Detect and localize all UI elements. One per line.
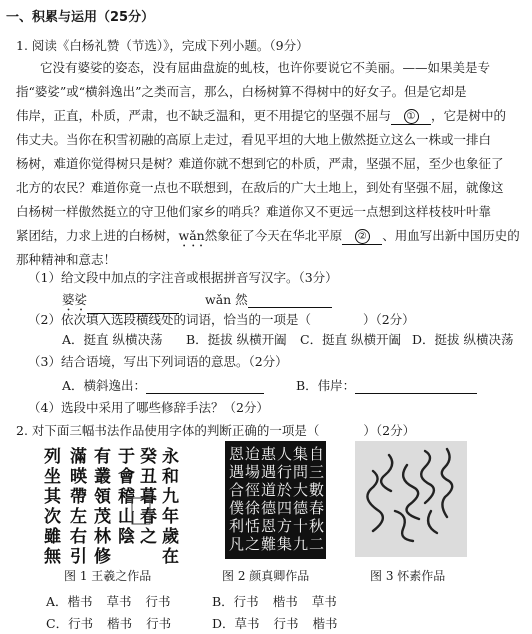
svg-text:徑: 徑 [245,481,261,499]
svg-text:數: 數 [309,481,325,499]
svg-text:三: 三 [309,463,325,481]
option-b[interactable]: B．挺拔 纵横开阖 [186,332,287,347]
option-font: 行书 [146,616,172,631]
svg-text:利: 利 [229,517,245,535]
passage-text: 紧团结，力求上进的白杨树， [16,228,179,243]
option-font: D．草书 [212,616,260,631]
svg-text:場: 場 [245,463,261,481]
option-font: B．行书 [212,594,259,609]
blank-2[interactable] [342,228,382,245]
svg-text:集: 集 [277,535,293,553]
svg-text:帶: 帶 [70,487,87,507]
answer-blank[interactable] [248,295,332,308]
question-1-intro: 1. 阅读《白杨礼赞（节选）》，完成下列小题。（9分） [16,38,309,53]
passage-line-4: 伟丈夫。当你在积雪初融的高原上走过，看见平坦的大地上傲然挺立这么一株或一排白 [16,132,492,147]
option-c[interactable]: C．挺直 纵横开阖 [300,332,402,347]
meaning-label: B．伟岸： [296,378,356,393]
passage-line-2: 指“婆娑”或“横斜逸出”之类而言，那么，白杨树算不得树中的好女子。但是它却是 [16,84,467,99]
answer-blank[interactable] [146,381,264,394]
figure-2-calligraphy [225,441,326,559]
svg-text:癸: 癸 [140,447,157,467]
meaning-label: A．横斜逸出： [62,378,147,393]
q2-option-a[interactable] [46,592,171,610]
option-font: 楷书 [312,616,338,631]
svg-text:九: 九 [162,487,179,507]
svg-text:恩: 恩 [261,517,277,535]
question-2-points: ）（2分） [363,423,416,438]
svg-text:之: 之 [140,527,157,547]
figure-1-caption: 图 1 王羲之作品 [64,569,152,583]
passage-line-8 [16,226,520,250]
passage-line-3 [16,106,506,125]
svg-text:滿: 滿 [70,447,87,467]
option-font: 草书 [106,594,132,609]
svg-text:問: 問 [293,463,309,481]
passage-line-6: 北方的农民？难道你竟一点也不联想到，在敌后的广大土地上，到处有坚强不屈，就像这 [16,180,504,195]
svg-text:有: 有 [94,447,111,467]
svg-text:合: 合 [229,481,245,499]
sub-question-2-points: ）（2分） [362,312,415,327]
pinyin-word: 婆娑 [62,292,88,307]
svg-text:惠: 惠 [261,445,277,463]
svg-text:左: 左 [70,507,87,527]
svg-text:恩: 恩 [229,445,245,463]
sub-question-1: （1）给文段中加点的字注音或根据拼音写汉字。（3分） [28,270,338,285]
figure-3-caption: 图 3 怀素作品 [370,569,446,583]
blank-2-marker: ② [355,229,370,244]
svg-text:方: 方 [277,517,293,535]
svg-text:徐: 徐 [245,499,261,517]
passage-text: 伟岸，正直，朴质，严肃，也不缺乏温和，更不用提它的坚强不屈与 [16,108,392,123]
svg-text:於: 於 [277,481,293,499]
svg-text:春: 春 [140,507,157,527]
svg-text:秋: 秋 [309,517,325,535]
svg-text:凡: 凡 [229,535,245,553]
svg-text:德: 德 [261,499,277,517]
svg-text:其: 其 [44,487,61,507]
q2-option-c[interactable] [46,614,171,632]
svg-text:無: 無 [44,547,61,564]
svg-text:雖: 雖 [44,527,61,547]
question-2-stem [16,421,415,439]
svg-text:人: 人 [277,445,293,463]
svg-text:迨: 迨 [245,445,261,463]
svg-text:暮: 暮 [140,487,157,507]
svg-text:遇: 遇 [229,463,245,481]
pinyin-item-b [205,290,332,308]
svg-text:右: 右 [70,527,87,547]
svg-text:歲: 歲 [162,527,179,547]
question-2-text: 2. 对下面三幅书法作品使用字体的判断正确的一项是（ [16,423,320,438]
blank-1-marker: ① [404,109,419,124]
sub-question-3: （3）结合语境，写出下列词语的意思。（2分） [28,354,288,369]
svg-text:會: 會 [118,467,135,487]
passage-text: 、用血写出新中国历史的 [382,228,520,243]
figure-1-calligraphy [36,440,182,564]
svg-text:行: 行 [277,463,293,481]
figure-3-calligraphy [355,441,467,557]
option-font: 楷书 [272,594,298,609]
svg-text:引: 引 [70,547,87,564]
meaning-item-b [296,376,477,394]
passage-line-7: 白杨树一样傲然挺立的守卫他们家乡的哨兵？难道你又不更远一点想到这样枝枝叶叶靠 [16,204,492,219]
svg-text:暎: 暎 [70,467,87,487]
option-font: 草书 [311,594,337,609]
svg-text:二: 二 [309,535,325,553]
svg-text:于: 于 [118,447,135,467]
svg-text:叢: 叢 [94,467,111,487]
svg-text:和: 和 [162,467,179,487]
svg-text:年: 年 [162,507,179,527]
svg-text:春: 春 [309,499,325,517]
sub-question-2 [28,310,415,328]
blank-1[interactable] [391,108,431,125]
svg-text:難: 難 [261,535,277,553]
svg-text:陰: 陰 [118,527,135,547]
pinyin-wan: wǎn [178,228,205,243]
option-font: A．楷书 [46,594,93,609]
option-d[interactable]: D．挺拔 纵横决荡 [412,332,514,347]
passage-line-5: 杨树，难道你觉得树只是树？难道你就不想到它的朴质，严肃，坚强不屈，至少也象征了 [16,156,504,171]
passage-text: ，它是树中的 [431,108,507,123]
pinyin-word: wǎn 然 [205,292,248,307]
option-font: 楷书 [107,616,133,631]
svg-text:林: 林 [94,527,111,547]
svg-text:次: 次 [44,507,61,527]
svg-text:僕: 僕 [229,499,245,517]
svg-text:遇: 遇 [261,463,277,481]
svg-text:之: 之 [245,535,261,553]
svg-text:稽: 稽 [118,487,135,507]
svg-text:列: 列 [44,447,61,467]
option-font: 行书 [273,616,299,631]
meaning-item-a [62,376,264,394]
answer-blank[interactable] [355,381,477,394]
option-a[interactable]: A．挺直 纵横决荡 [62,332,163,347]
svg-text:德: 德 [293,499,309,517]
svg-text:在: 在 [162,547,179,564]
svg-text:修: 修 [94,547,111,564]
svg-text:大: 大 [293,481,309,499]
q2-option-b[interactable] [212,592,337,610]
svg-text:四: 四 [277,499,293,517]
svg-text:山: 山 [118,507,135,527]
option-font: C．行书 [46,616,94,631]
svg-text:集: 集 [293,445,309,463]
sub-question-2-text: （2）依次填入选段横线处的词语，恰当的一项是（ [28,312,311,327]
svg-text:領: 領 [94,487,111,507]
svg-text:坐: 坐 [44,467,61,487]
svg-text:道: 道 [261,481,277,499]
svg-text:恬: 恬 [245,517,261,535]
svg-text:九: 九 [293,535,309,553]
sub-question-4: （4）选段中采用了哪些修辞手法？（2分） [28,400,269,415]
svg-text:丑: 丑 [140,467,157,487]
passage-text: 然象征了今天在华北平原 [204,228,343,243]
svg-text:永: 永 [162,447,179,467]
figure-2-caption: 图 2 颜真卿作品 [222,569,310,583]
svg-text:茂: 茂 [94,507,111,527]
section-title: 一、积累与运用（25分） [6,10,155,25]
svg-text:十: 十 [293,517,309,535]
q2-option-d[interactable] [212,614,338,632]
svg-text:自: 自 [309,445,325,463]
passage-line-1: 它没有婆娑的姿态，没有屈曲盘旋的虬枝，也许你要说它不美丽。——如果美是专 [40,60,491,75]
passage-line-9: 那种精神和意志！ [16,252,117,267]
option-font: 行书 [145,594,171,609]
